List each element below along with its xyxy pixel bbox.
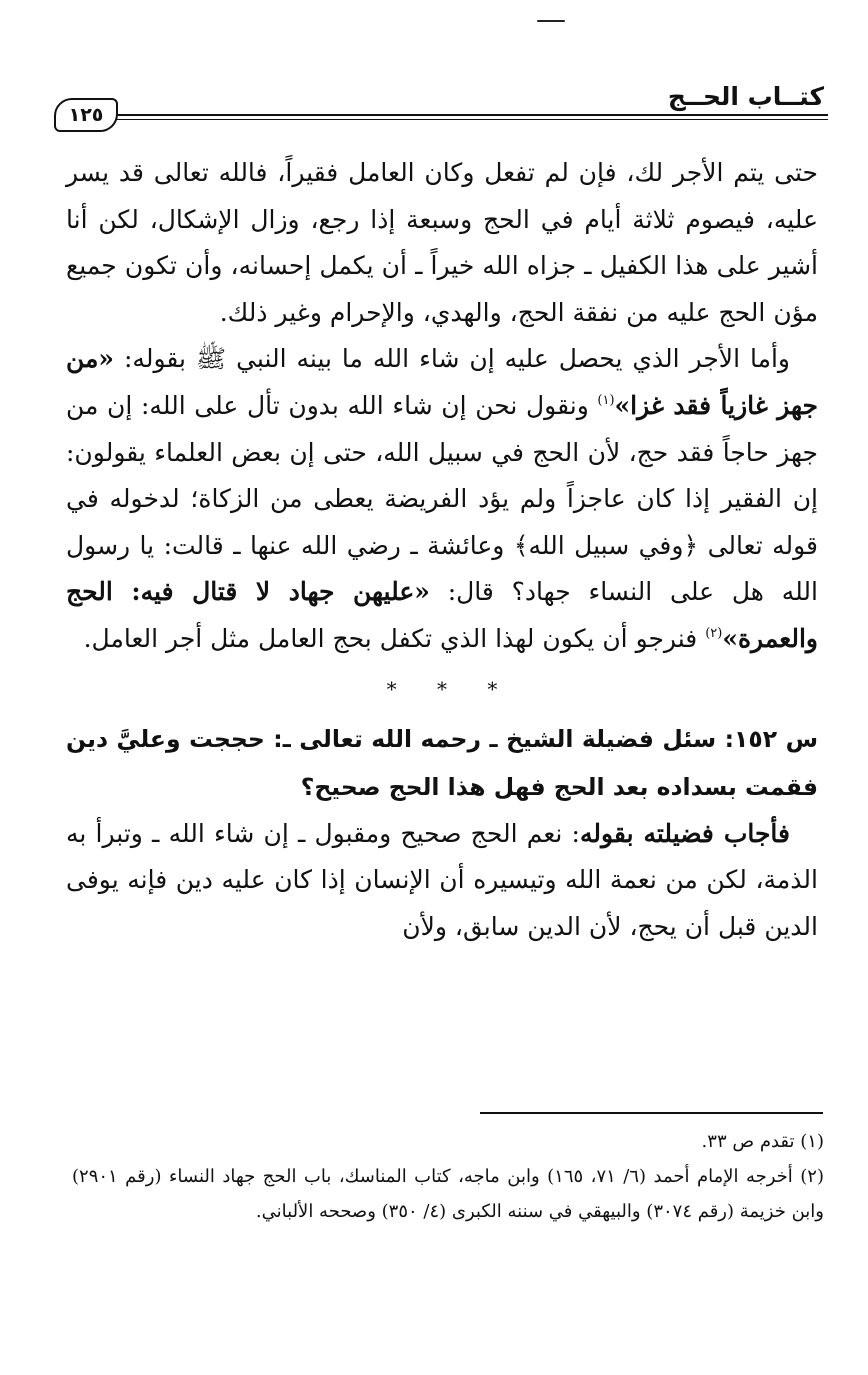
paragraph-1: حتى يتم الأجر لك، فإن لم تفعل وكان العامل فقيراً، فالله تعالى قد يسر عليه، فيصوم ثلاثة أيام في الحج وسبعة إذا رجع، وزال الإشكال، لكن أنا أشير على هذا الكفيل ـ جزاه الله خيراً ـ أن يكمل إحسانه، وأن تكون جميع مؤن الحج عليه من نفقة الحج، والهدي، والإحرام وغير ذلك. — [66, 158, 818, 327]
footnotes — [72, 1124, 824, 1229]
header-rule — [116, 114, 828, 120]
paragraph-2-end: فنرجو أن يكون لهذا الذي تكفل بحج العامل مثل أجر العامل. — [83, 623, 706, 653]
footnote-rule — [480, 1112, 823, 1114]
footnote-ref-1: (١) — [597, 392, 615, 408]
paragraph-2-intro: وأما الأجر الذي يحصل عليه إن شاء الله ما بينه النبي ﷺ بقوله: — [114, 344, 790, 374]
main-text — [66, 150, 818, 950]
top-mark — [537, 20, 565, 22]
hadith-quote-2: «عليهن جهاد لا قتال فيه: الحج والعمرة» — [66, 577, 818, 653]
hadith-quote-1: «من جهز غازياً فقد غزا» — [66, 344, 818, 420]
paragraph-2-middle: ونقول نحن إن شاء الله بدون تأل على الله: إن من جهز حاجاً فقد حج، لأن الحج في سبيل الله، حتى إن بعض العلماء يقولون: إن الفقير إذا كان عاجزاً ولم يؤد الفريضة يعطى من الزكاة؛ لدخوله في قوله تعالى ﴿وفي سبيل الله﴾ وعائشة ـ رضي الله عنها ـ قالت: يا رسول الله هل على النساء جهاد؟ قال: — [66, 390, 818, 607]
footnote-ref-2: (٢) — [705, 625, 723, 641]
chapter-title: كتــاب الحــج — [667, 82, 824, 111]
answer-text: : نعم الحج صحيح ومقبول ـ إن شاء الله ـ وتبرأ به الذمة، لكن من نعمة الله وتيسيره أن الإنسان إذا كان عليه دين فإنه يوفى الدين قبل أن يحج، لأن الدين سابق، ولأن — [66, 818, 818, 941]
running-header — [54, 78, 828, 134]
footnote-2: (٢) أخرجه الإمام أحمد (٦/ ٧١، ١٦٥) وابن ماجه، كتاب المناسك، باب الحج جهاد النساء (رقم ٢٩٠١) وابن خزيمة (رقم ٣٠٧٤) والبيهقي في سننه الكبرى (٤/ ٣٥٠) وصححه الألباني. — [72, 1166, 824, 1222]
paragraph-2 — [66, 336, 818, 662]
section-separator: * * * — [386, 676, 498, 701]
answer-lead: فأجاب فضيلته بقوله — [579, 818, 790, 848]
footnote-1: (١) تقدم ص ٣٣. — [701, 1131, 824, 1152]
question-152: س ١٥٢: سئل فضيلة الشيخ ـ رحمه الله تعالى ـ: حججت وعليَّ دين فقمت بسداده بعد الحج فهل هذا الحج صحيح؟ — [66, 724, 818, 801]
page-number: ١٢٥ — [54, 98, 118, 132]
answer-paragraph — [66, 811, 818, 951]
